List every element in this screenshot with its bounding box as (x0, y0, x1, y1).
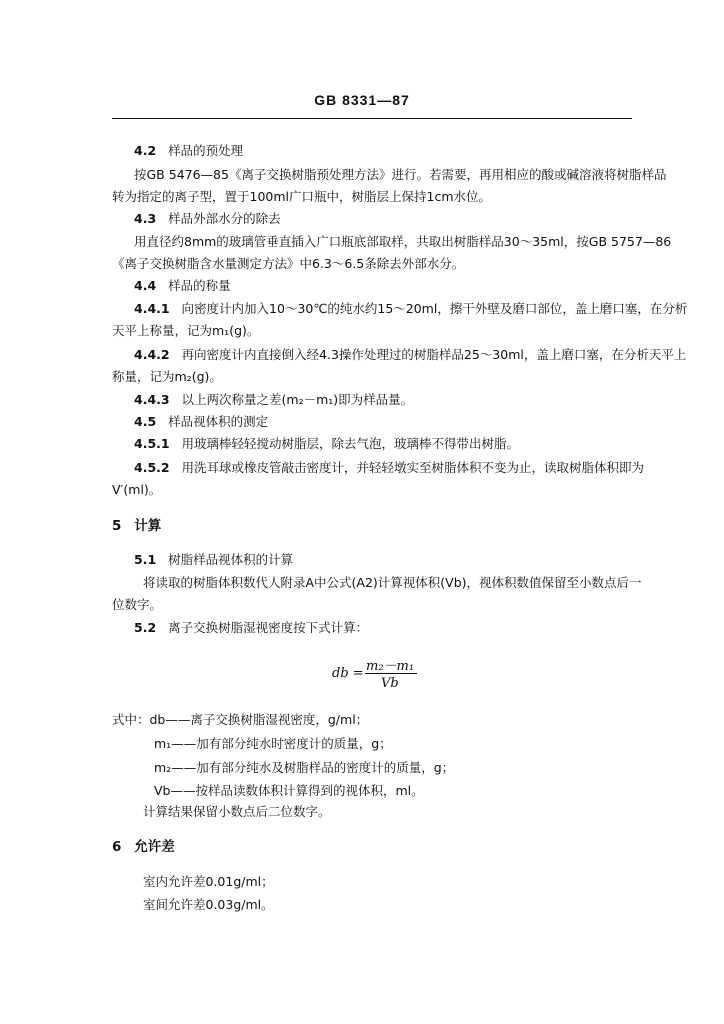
item-4-4-2 (134, 347, 686, 363)
section-number: 6 (112, 839, 122, 855)
section-number: 5 (112, 518, 122, 534)
paragraph-line: 将读取的树脂体积数代人附录A中公式(A2)计算视体积(Vb)，视体积数值保留至小数点后一 (143, 575, 642, 590)
section-5-1-heading (134, 552, 293, 568)
header-rule (112, 118, 632, 119)
paragraph-line: 位数字。 (112, 597, 163, 612)
formula-numerator: m₂－m₁ (366, 659, 415, 674)
formula-lhs: db = (332, 666, 364, 681)
item-text: 用玻璃棒轻轻搅动树脂层，除去气泡，玻璃棒不得带出树脂。 (181, 436, 520, 451)
item-number: 4.5.2 (134, 460, 170, 475)
section-title: 离子交换树脂湿视密度按下式计算： (168, 620, 369, 635)
paragraph-line: V′(ml)。 (112, 482, 162, 497)
section-number: 5.1 (134, 552, 157, 567)
item-4-5-2 (134, 460, 644, 476)
section-number: 4.4 (134, 278, 157, 293)
result-note: 计算结果保留小数点后二位数字。 (143, 804, 331, 819)
item-4-4-1 (134, 301, 687, 317)
section-5-2-heading (134, 620, 368, 636)
where-line: m₁——加有部分纯水时密度计的质量，g； (154, 736, 392, 751)
where-line: 式中：db——离子交换树脂湿视密度，g/ml； (112, 712, 369, 727)
section-title: 计算 (134, 518, 162, 534)
where-line: Vb——按样品读数体积计算得到的视体积，ml。 (154, 783, 424, 798)
item-number: 4.4.2 (134, 347, 170, 362)
section-number: 4.3 (134, 211, 157, 226)
section-6-heading (112, 839, 175, 855)
item-text: 向密度计内加入10～30℃的纯水约15～20ml，擦干外壁及磨口部位，盖上磨口塞，在分析 (181, 301, 688, 316)
section-title: 允许差 (134, 839, 175, 855)
item-text: 以上两次称量之差(m₂－m₁)即为样品量。 (181, 392, 414, 407)
item-text: 用洗耳球或橡皮管敲击密度计，并轻轻墩实至树脂体积不变为止，读取树脂体积即为 (181, 460, 645, 475)
item-text: 再向密度计内直接倒入经4.3操作处理过的树脂样品25～30ml，盖上磨口塞，在分析天平上 (181, 347, 687, 362)
standard-header: GB 8331—87 (314, 92, 410, 108)
paragraph-line: 用直径约8mm的玻璃管垂直插入广口瓶底部取样，共取出树脂样品30～35ml，按GB 5757—86 (134, 234, 672, 249)
item-number: 4.4.3 (134, 392, 170, 407)
tolerance-line: 室间允许差0.03g/ml。 (143, 897, 274, 912)
item-4-5-1 (134, 436, 519, 452)
section-title: 样品的预处理 (168, 143, 244, 158)
paragraph-line: 转为指定的离子型，置于100ml广口瓶中，树脂层上保持1cm水位。 (112, 189, 492, 204)
section-4-3-heading (134, 211, 281, 227)
formula-denominator: Vb (381, 676, 399, 691)
fraction-bar (365, 673, 417, 674)
section-title: 树脂样品视体积的计算 (168, 552, 294, 567)
where-line: m₂——加有部分纯水及树脂样品的密度计的质量，g； (154, 760, 455, 775)
section-5-heading (112, 518, 161, 534)
section-4-5-heading (134, 414, 268, 430)
paragraph-line: 《离子交换树脂含水量测定方法》中6.3～6.5条除去外部水分。 (112, 256, 465, 271)
section-title: 样品的称量 (168, 278, 231, 293)
section-title: 样品外部水分的除去 (168, 211, 281, 226)
item-4-4-3 (134, 392, 413, 408)
item-number: 4.5.1 (134, 436, 170, 451)
section-number: 4.5 (134, 414, 157, 429)
paragraph-line: 天平上称量，记为m₁(g)。 (112, 323, 260, 338)
tolerance-line: 室内允许差0.01g/ml； (143, 874, 274, 889)
section-title: 样品视体积的测定 (168, 414, 269, 429)
paragraph-line: 称量，记为m₂(g)。 (112, 369, 222, 384)
section-number: 5.2 (134, 620, 157, 635)
paragraph-line: 按GB 5476—85《离子交换树脂预处理方法》进行。若需要，再用相应的酸或碱溶液将树脂样品 (134, 167, 667, 182)
section-number: 4.2 (134, 143, 157, 158)
section-4-4-heading (134, 278, 231, 294)
section-4-2-heading (134, 143, 243, 159)
item-number: 4.4.1 (134, 301, 170, 316)
